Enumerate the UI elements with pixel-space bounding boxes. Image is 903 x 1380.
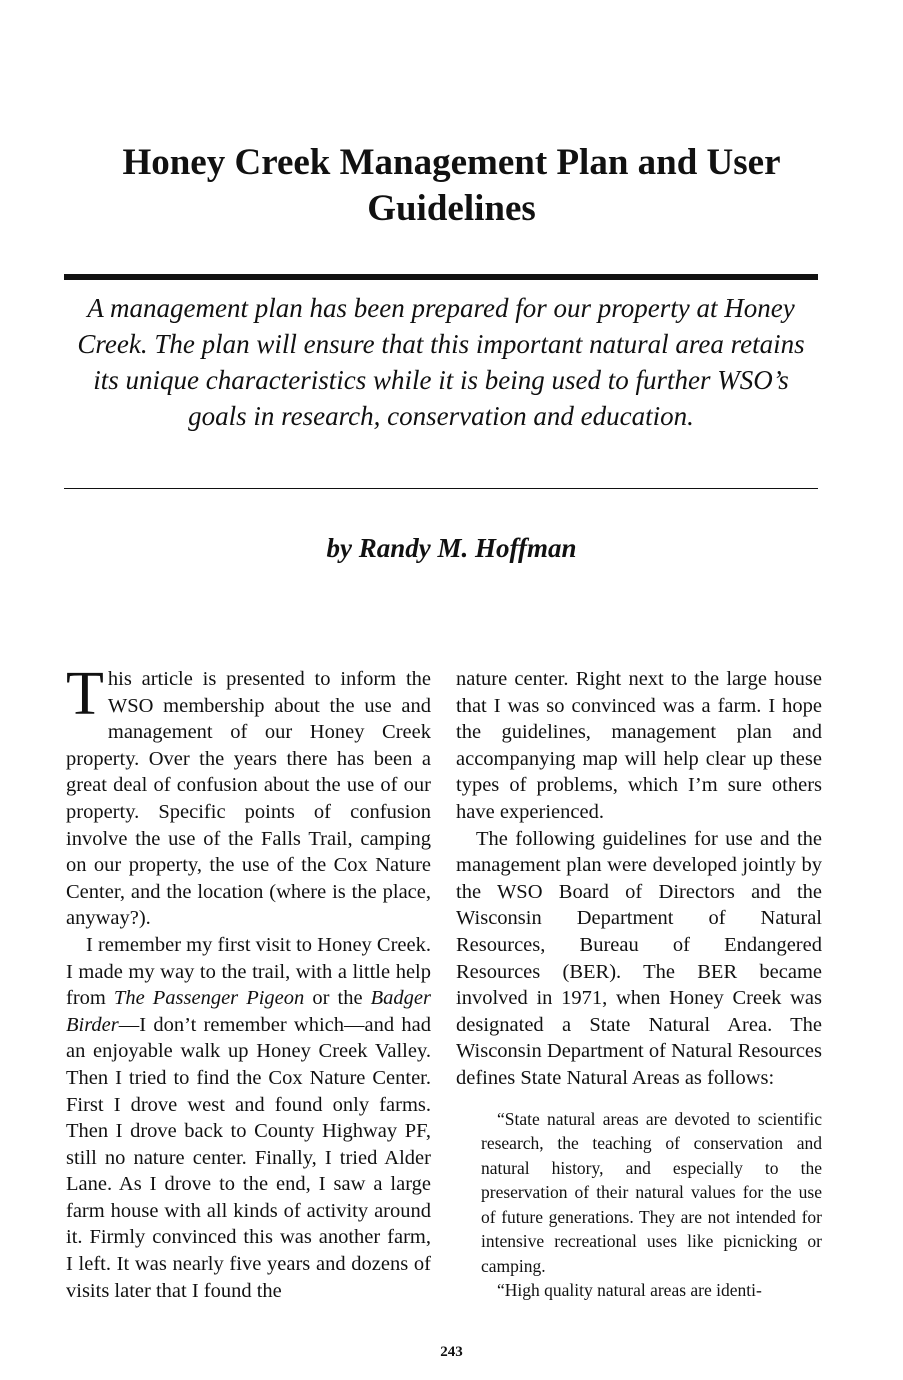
first-visit-paragraph: [66, 932, 431, 1304]
quote-paragraph: “State natural areas are devoted to scientific research, the teaching of conservation and natural history, and especially to the preservation of their natural values for the use of future generations. They are not intended for intensive recreational uses like picnicking or camping.: [481, 1108, 822, 1276]
page-number: 243: [440, 1344, 463, 1360]
author-byline: by Randy M. Hoffman: [326, 533, 577, 563]
publication-title: The Passenger Pigeon: [113, 987, 305, 1010]
guidelines-paragraph: The following guidelines for use and the management plan were developed jointly by the WSO Board of Directors and the Wisconsin Department of Natural Resources, Bureau of Endangered Resources (BER). The BER became involved in 1971, when Honey Creek was designated a State Natural Area. The Wisconsin Department of Natural Resources defines State Natural Areas as follows:: [456, 827, 822, 1089]
drop-cap: T: [66, 660, 104, 728]
quote-paragraph: “High quality natural areas are identi-: [497, 1280, 762, 1300]
top-rule: [64, 274, 818, 280]
intro-paragraph: [66, 660, 431, 932]
intro-paragraph-text: his article is presented to inform the WSO membership about the use and management of our Honey Creek property. Over the years there has been a great deal of confusion about the use of our property. Specific points of confusion involve the use of the Falls Trail, camping on our property, the use of the Cox Nature Center, and the location (where is the place, anyway?).: [66, 668, 431, 930]
bottom-rule: [64, 488, 818, 489]
continued-paragraph: nature center. Right next to the large house that I was so convinced was a farm. I hope the guidelines, management plan and accompanying map will help clear up these types of problems, which I’m sure others have experienced.: [456, 668, 822, 823]
block-quote: [481, 1107, 822, 1303]
article-title: Honey Creek Management Plan and User Guidelines: [122, 142, 781, 229]
paragraph-text: or the: [304, 987, 371, 1010]
paragraph-text: —I don’t remember which—and had an enjoyable walk up Honey Creek Valley. Then I tried to find the Cox Nature Center. First I drove west and found only farms. Then I drove back to County Highway PF, still no nature center. Finally, I tried Alder Lane. As I drove to the end, I saw a large farm house with all kinds of activity around it. Firmly convinced this was another farm, I left. It was nearly five years and dozens of visits later that I found the: [66, 1013, 431, 1302]
article-abstract: A management plan has been prepared for our property at Honey Creek. The plan will ensure that this important natural area retains its unique characteristics while it is being used to further WSO’s goals in research, conservation and education.: [77, 293, 805, 431]
left-column: [66, 660, 431, 1304]
publication-title: Badger Birder: [66, 987, 431, 1036]
right-column: [456, 666, 822, 1303]
paragraph-text: I remember my first visit to Honey Creek. I made my way to the trail, with a little help from: [66, 933, 431, 1010]
